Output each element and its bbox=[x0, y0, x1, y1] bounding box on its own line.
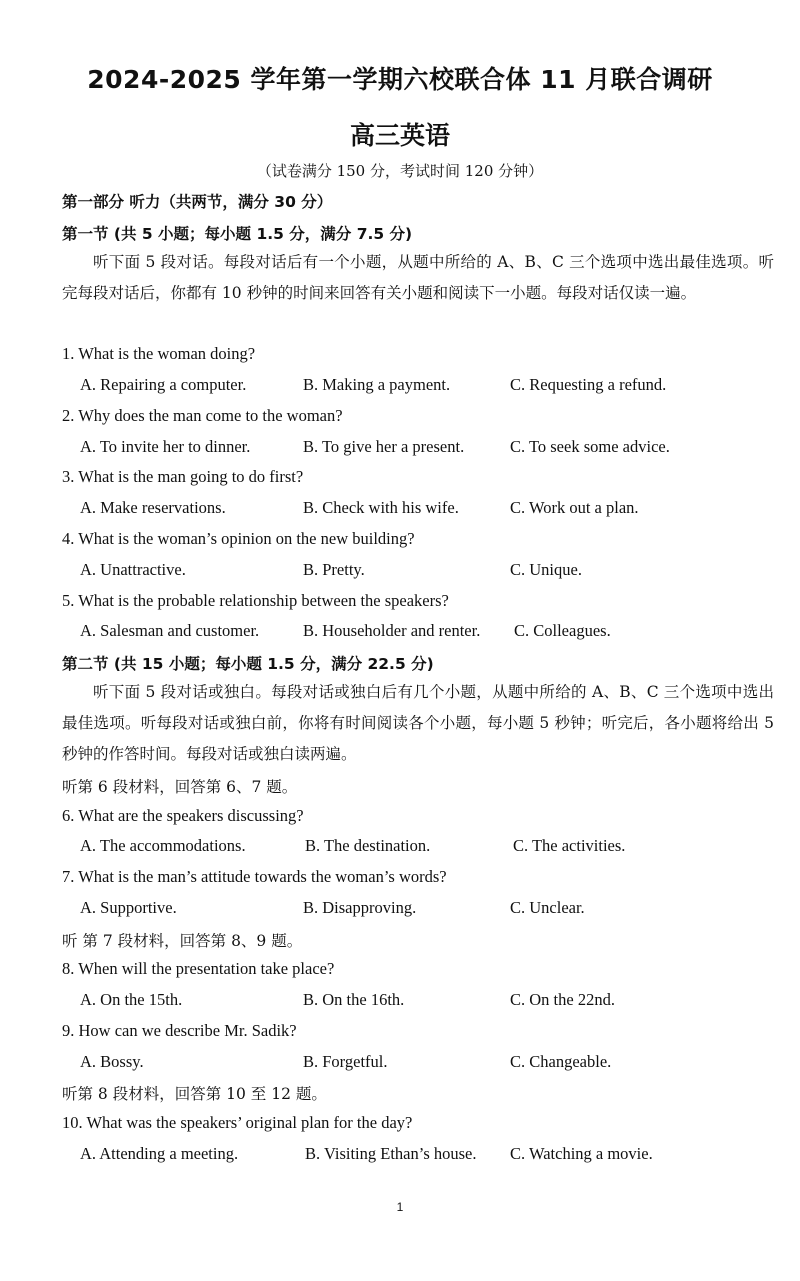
question-7: 7. What is the man’s attitude towards the woman’s words? bbox=[62, 867, 447, 886]
question-1-option-a: A. Repairing a computer. bbox=[80, 375, 247, 394]
material-note-6: 听第 6 段材料，回答第 6、7 题。 bbox=[62, 778, 298, 796]
question-8-option-c: C. On the 22nd. bbox=[510, 990, 615, 1009]
question-3-option-b: B. Check with his wife. bbox=[303, 498, 459, 517]
question-6: 6. What are the speakers discussing? bbox=[62, 806, 304, 825]
page-subtitle: 高三英语 bbox=[349, 121, 450, 150]
question-7-option-c: C. Unclear. bbox=[510, 898, 585, 917]
question-9-option-a: A. Bossy. bbox=[80, 1052, 144, 1071]
section2-instructions: 听下面 5 段对话或独白。每段对话或独白后有几个小题，从题中所给的 A、B、C 三个选项中选出最佳选项。听每段对话或独白前，你将有时间阅读各个小题，每小题 5 秒钟；听完后，各小题将给出 5 秒钟的作答时间。每段对话或独白读两遍。 bbox=[62, 683, 774, 763]
section2-heading: 第二节 (共 15 小题；每小题 1.5 分，满分 22.5 分) bbox=[62, 655, 434, 673]
question-1-option-c: C. Requesting a refund. bbox=[510, 375, 667, 394]
question-5: 5. What is the probable relationship between the speakers? bbox=[62, 591, 449, 610]
question-4-option-c: C. Unique. bbox=[510, 560, 582, 579]
question-2: 2. Why does the man come to the woman? bbox=[62, 406, 343, 425]
question-10-option-a: A. Attending a meeting. bbox=[80, 1144, 239, 1163]
question-6-option-c: C. The activities. bbox=[513, 836, 626, 855]
question-3-option-c: C. Work out a plan. bbox=[510, 498, 639, 517]
question-9-option-b: B. Forgetful. bbox=[303, 1052, 388, 1071]
question-4-option-a: A. Unattractive. bbox=[80, 560, 186, 579]
page-title: 2024-2025 学年第一学期六校联合体 11 月联合调研 bbox=[87, 65, 713, 94]
material-note-8: 听第 8 段材料，回答第 10 至 12 题。 bbox=[62, 1085, 327, 1103]
part1-heading: 第一部分 听力（共两节，满分 30 分） bbox=[62, 193, 333, 211]
question-8: 8. When will the presentation take place? bbox=[62, 959, 335, 978]
question-7-option-b: B. Disapproving. bbox=[303, 898, 417, 917]
question-8-option-b: B. On the 16th. bbox=[303, 990, 405, 1009]
question-8-option-a: A. On the 15th. bbox=[80, 990, 183, 1009]
question-2-option-c: C. To seek some advice. bbox=[510, 437, 670, 456]
question-10: 10. What was the speakers’ original plan for the day? bbox=[62, 1113, 413, 1132]
exam-note: （试卷满分 150 分，考试时间 120 分钟） bbox=[256, 162, 544, 180]
question-5-option-a: A. Salesman and customer. bbox=[80, 621, 260, 640]
question-2-option-a: A. To invite her to dinner. bbox=[80, 437, 251, 456]
material-note-7: 听 第 7 段材料，回答第 8、9 题。 bbox=[62, 932, 303, 950]
question-4-option-b: B. Pretty. bbox=[303, 560, 365, 579]
question-9: 9. How can we describe Mr. Sadik? bbox=[62, 1021, 297, 1040]
question-5-option-b: B. Householder and renter. bbox=[303, 621, 481, 640]
section1-heading: 第一节 (共 5 小题；每小题 1.5 分，满分 7.5 分) bbox=[62, 225, 413, 243]
question-1-option-b: B. Making a payment. bbox=[303, 375, 451, 394]
question-10-option-b: B. Visiting Ethan’s house. bbox=[305, 1144, 477, 1163]
page-number: 1 bbox=[396, 1200, 404, 1214]
question-6-option-a: A. The accommodations. bbox=[80, 836, 246, 855]
question-6-option-b: B. The destination. bbox=[305, 836, 431, 855]
question-3-option-a: A. Make reservations. bbox=[80, 498, 226, 517]
question-9-option-c: C. Changeable. bbox=[510, 1052, 612, 1071]
question-3: 3. What is the man going to do first? bbox=[62, 467, 304, 486]
question-4: 4. What is the woman’s opinion on the new building? bbox=[62, 529, 415, 548]
section1-instructions: 听下面 5 段对话。每段对话后有一个小题，从题中所给的 A、B、C 三个选项中选出最佳选项。听完每段对话后，你都有 10 秒钟的时间来回答有关小题和阅读下一小题。每段对话仅读一遍。 bbox=[62, 253, 774, 302]
question-1: 1. What is the woman doing? bbox=[62, 344, 256, 363]
question-10-option-c: C. Watching a movie. bbox=[510, 1144, 653, 1163]
question-2-option-b: B. To give her a present. bbox=[303, 437, 465, 456]
question-5-option-c: C. Colleagues. bbox=[514, 621, 611, 640]
question-7-option-a: A. Supportive. bbox=[80, 898, 177, 917]
